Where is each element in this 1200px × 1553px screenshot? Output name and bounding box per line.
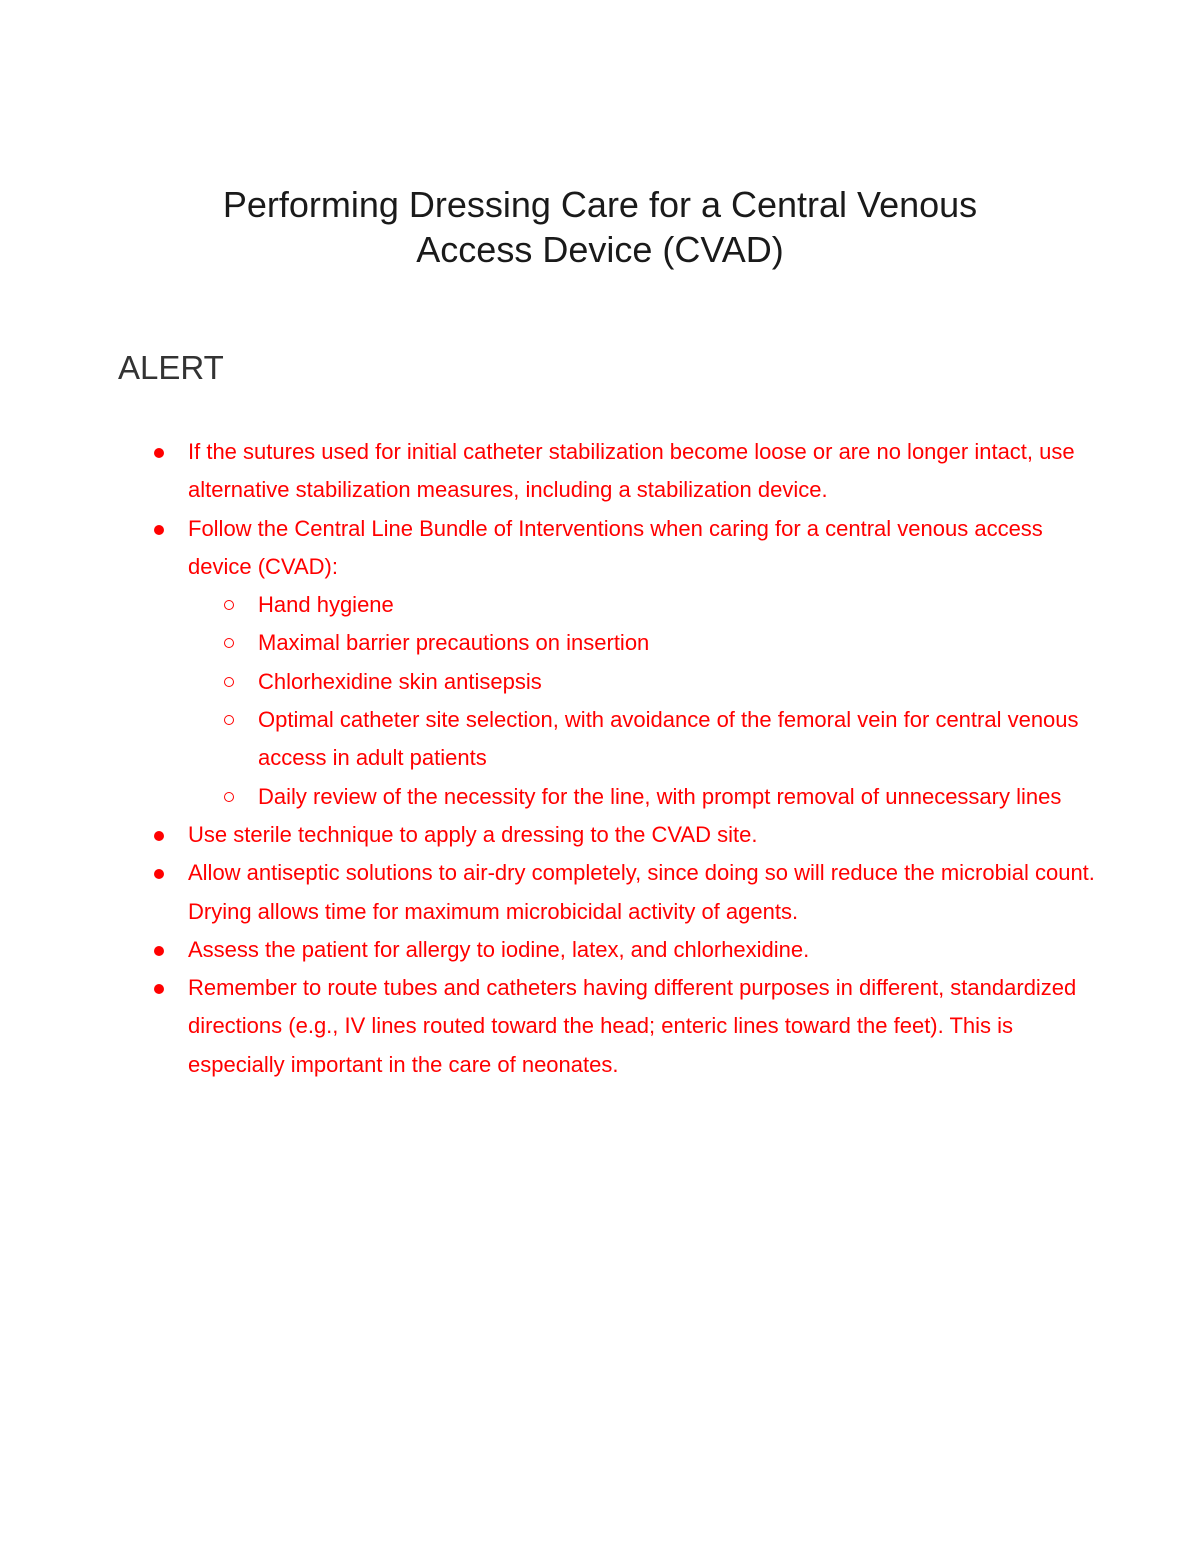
alert-item-text: Use sterile technique to apply a dressing to the CVAD site.: [188, 821, 758, 847]
bundle-item-chlorhexidine: [0, 663, 1100, 701]
bullet-dot-icon: [154, 869, 164, 879]
bundle-item-text: Chlorhexidine skin antisepsis: [258, 668, 542, 694]
page-title-line-1: Performing Dressing Care for a Central Venous: [222, 184, 978, 225]
page-title: [0, 182, 1200, 272]
bullet-circle-icon: [224, 677, 234, 687]
bundle-item-hand-hygiene: [0, 586, 1100, 624]
bundle-item-text: Maximal barrier precautions on insertion: [258, 630, 650, 656]
alert-item-air-dry: [0, 854, 1100, 931]
alert-item-text: Allow antiseptic solutions to air-dry completely, since doing so will reduce the microbial count. Drying allows time for maximum microbicidal activity of agents.: [188, 860, 1095, 924]
bullet-dot-icon: [154, 984, 164, 994]
bullet-dot-icon: [154, 946, 164, 956]
alert-item-text: Follow the Central Line Bundle of Interventions when caring for a central venous access device (CVAD):: [188, 515, 1043, 579]
alert-item-sutures: [0, 433, 1100, 510]
bullet-circle-icon: [224, 792, 234, 802]
bundle-item-text: Hand hygiene: [258, 592, 394, 618]
page-title-line-2: Access Device (CVAD): [416, 229, 784, 270]
alert-item-text: Remember to route tubes and catheters having different purposes in different, standardized directions (e.g., IV lines routed toward the head; enteric lines toward the feet). This is especially important in the care of neonates.: [188, 975, 1077, 1077]
alert-item-sterile-technique: [0, 816, 1100, 854]
bullet-dot-icon: [154, 448, 164, 458]
bundle-item-text: Daily review of the necessity for the line, with prompt removal of unnecessary lines: [258, 783, 1062, 809]
alert-item-allergy: [0, 931, 1100, 969]
bullet-dot-icon: [154, 831, 164, 841]
bundle-item-barrier-precautions: [0, 624, 1100, 662]
alert-item-text: Assess the patient for allergy to iodine, latex, and chlorhexidine.: [188, 936, 810, 962]
bundle-sub-list: [188, 586, 1100, 816]
bullet-dot-icon: [154, 525, 164, 535]
bundle-item-daily-review: [0, 778, 1100, 816]
alert-item-central-line-bundle: [0, 510, 1100, 816]
alert-item-route-tubes: [0, 969, 1100, 1084]
bundle-item-text: Optimal catheter site selection, with avoidance of the femoral vein for central venous access in adult patients: [258, 707, 1079, 771]
bullet-circle-icon: [224, 600, 234, 610]
alert-item-text: If the sutures used for initial catheter stabilization become loose or are no longer intact, use alternative stabilization measures, including a stabilization device.: [188, 439, 1075, 503]
alert-heading: ALERT: [118, 349, 224, 386]
alert-list: [0, 433, 1100, 1084]
bullet-circle-icon: [224, 715, 234, 725]
bullet-circle-icon: [224, 638, 234, 648]
bundle-item-site-selection: [0, 701, 1100, 778]
